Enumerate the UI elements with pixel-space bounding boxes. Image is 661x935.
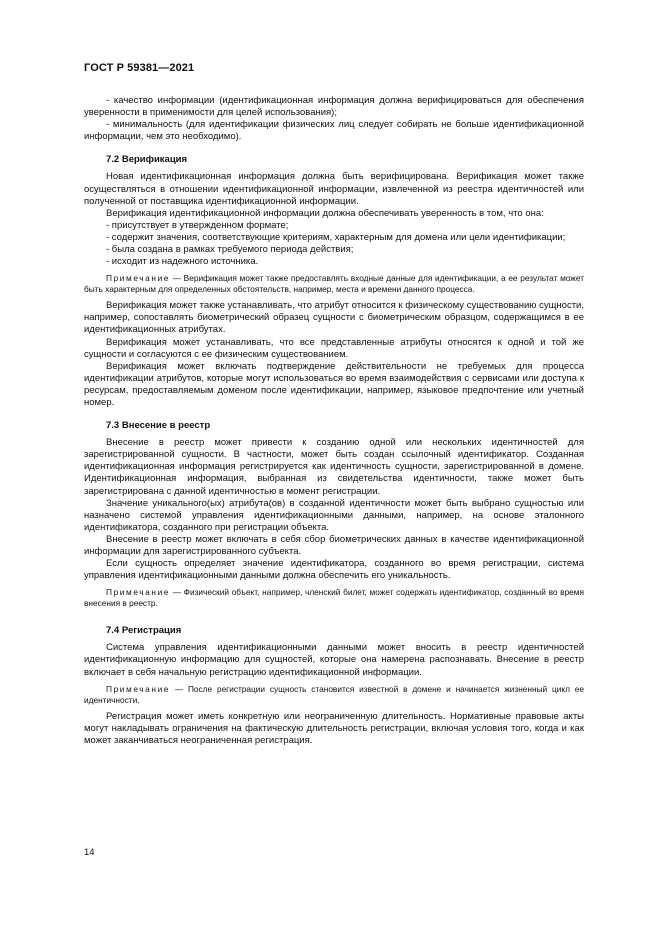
list-item: - содержит значения, соответствующие критериям, характерным для домена или цели идентификации; [106,231,566,243]
section-heading-7-4: 7.4 Регистрация [106,625,182,637]
paragraph: Верификация может также устанавливать, что атрибут относится к физическому существованию сущности, например, сопоставлять биометрический образец сущности с биометрическим образцом, содержащимся в ее идентификационных атрибутах. [84,300,584,336]
note [84,273,584,295]
note-text: — Физический объект, например, членский билет, может содержать идентификатор, созданный во время внесения в реестр. [84,587,584,609]
note [84,684,584,706]
section-heading-7-2: 7.2 Верификация [106,154,188,166]
paragraph: Если сущность определяет значение идентификатора, созданного во время регистрации, система управления идентификационными данными должна обеспечить его уникальность. [84,558,584,582]
document-header: ГОСТ Р 59381—2021 [84,62,195,74]
note-label: Примечание [106,273,171,284]
page-number: 14 [84,847,95,858]
intro-item: - минимальность (для идентификации физических лиц следует собирать не больше идентификационной информации, чем это необходимо). [84,119,584,143]
paragraph: Значение уникального(ых) атрибута(ов) в созданной идентичности может быть выбрано сущностью или назначено системой управления идентификационными данными, например, на основе эталонного идентификатора, созданного при регистрации объекта. [84,497,584,533]
note [84,587,584,609]
paragraph: Верификация может устанавливать, что все представленные атрибуты относятся к одной и той же сущности и согласуются с ее физическим существованием. [84,336,584,360]
note-label: Примечание [106,587,171,598]
paragraph: Внесение в реестр может привести к созданию одной или нескольких идентичностей для зарегистрированной сущности. В частности, может быть создан ссылочный идентификатор. Созданная идентификационная информация регистрируется как идентичность сущности, зарегистрированной в домене. Идентификационная информация, выбранная из свидетельства идентичности, также может быть зарегистрирована с данной идентичностью в момент регистрации. [84,437,584,497]
note-label: Примечание [106,683,171,694]
paragraph: Регистрация может иметь конкретную или неограниченную длительность. Нормативные правовые акты могут накладывать ограничения на фактическую длительность регистрации, включая условия того, когда и как может заканчиваться неограниченная регистрация. [84,710,584,746]
note-text: — Верификация может также предоставлять входные данные для идентификации, а ее результат может быть характерным для определенных обстоятельств, например, места и времени данного процесса. [84,273,584,295]
paragraph: Новая идентификационная информация должна быть верифицирована. Верификация может также осуществляться в отношении идентификационной информации, извлеченной из реестра идентичностей или полученной от поставщика идентификационной информации. [84,171,584,207]
section-heading-7-3: 7.3 Внесение в реестр [106,420,211,432]
paragraph: Система управления идентификационными данными может вносить в реестр идентичностей идентификационную информацию для сущностей, которые она намерена распознавать. Внесение в реестр включает в себя начальную регистрацию идентификационной информации. [84,642,584,678]
list-item: - присутствует в утвержденном формате; [106,219,289,231]
list-item: - была создана в рамках требуемого периода действия; [106,244,354,256]
paragraph: Верификация может включать подтверждение действительности не требуемых для процесса идентификации атрибутов, которые могут использоваться во время взаимодействия с сервисами или доступа к ресурсам, предоставляемым доменом после идентификации, например, языковое предпочтение или учетный номер. [84,360,584,408]
intro-item: - качество информации (идентификационная информация должна верифицироваться для обеспечения уверенности в применимости для целей использования); [84,95,584,119]
note-text: — После регистрации сущность становится известной в домене и начинается жизненный цикл ее идентичности. [84,683,584,705]
list-item: - исходит из надежного источника. [106,256,259,268]
document-body [84,95,584,747]
paragraph: Внесение в реестр может включать в себя сбор биометрических данных в качестве идентификационной информации для зарегистрированного субъекта. [84,533,584,557]
paragraph: Верификация идентификационной информации должна обеспечивать уверенность в том, что она: [106,207,544,219]
